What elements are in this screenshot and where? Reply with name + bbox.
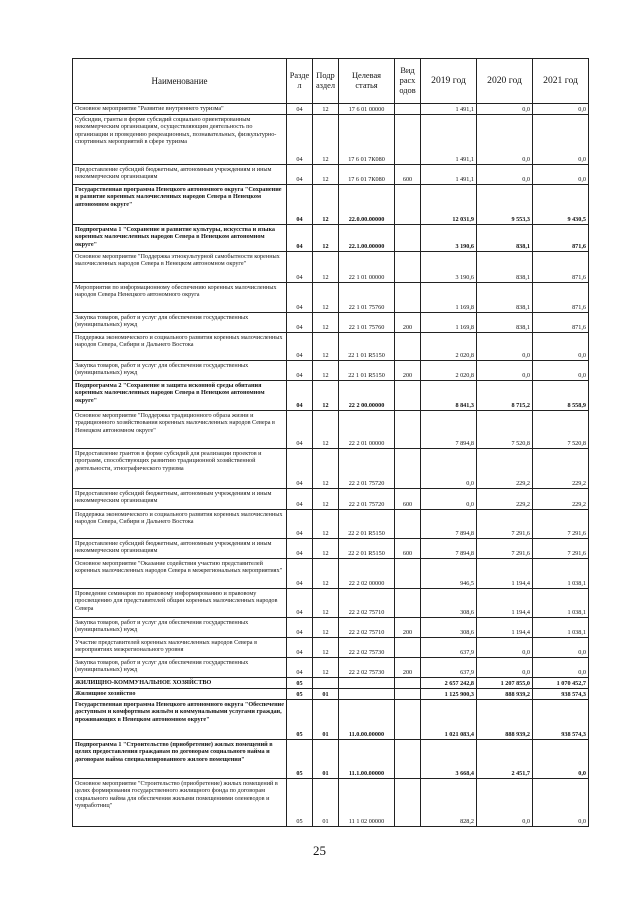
table-row: [73, 115, 589, 165]
row-vid: [395, 779, 421, 827]
row-2020: 7 291,6: [477, 539, 533, 559]
row-name: Предоставление грантов в форме субсидий для реализации проектов и программ, способствующих развитию традиционной хозяйственной деятельности, этнографического туризма: [73, 449, 287, 489]
row-2019: 946,5: [421, 559, 477, 589]
row-podrazdel: 12: [313, 252, 339, 283]
row-target: 22 1 01 00000: [339, 252, 395, 283]
row-2021: 9 430,5: [533, 185, 589, 225]
row-razdel: 04: [287, 104, 313, 115]
row-target: 22 2 02 75710: [339, 618, 395, 638]
row-2020: 838,1: [477, 252, 533, 283]
row-2019: 3 190,6: [421, 252, 477, 283]
row-razdel: 04: [287, 658, 313, 678]
row-target: 22 2 01 00000: [339, 411, 395, 449]
row-podrazdel: 01: [313, 779, 339, 827]
row-razdel: 04: [287, 283, 313, 313]
row-razdel: 04: [287, 333, 313, 361]
row-name: Основное мероприятие "Развитие внутреннего туризма": [73, 104, 287, 115]
row-vid: [395, 678, 421, 689]
row-name: Предоставление субсидий бюджетным, автономным учреждениям и иным некоммерческим организациям: [73, 489, 287, 510]
row-name: Основное мероприятие "Оказание содействия участию представителей коренных малочисленных народов Севера в межрегиональных мероприятиях": [73, 559, 287, 589]
page-number: 25: [313, 843, 326, 858]
table-row: [73, 333, 589, 361]
table-row: [73, 104, 589, 115]
row-podrazdel: [313, 678, 339, 689]
header-2020: 2020 год: [477, 59, 533, 104]
table-row: [73, 252, 589, 283]
row-2020: 0,0: [477, 658, 533, 678]
row-2019: 3 190,6: [421, 225, 477, 252]
row-razdel: 04: [287, 185, 313, 225]
row-razdel: 05: [287, 689, 313, 700]
row-target: [339, 678, 395, 689]
row-name: Подпрограмма 2 "Сохранение и защита исконной среды обитания коренных малочисленных народов Севера в Ненецком автономном округе": [73, 381, 287, 411]
row-razdel: 04: [287, 589, 313, 618]
row-name: Проведение семинаров по правовому информированию и правовому просвещению для представителей общин коренных малочисленных народов Севера: [73, 589, 287, 618]
row-vid: 200: [395, 658, 421, 678]
row-name: Закупка товаров, работ и услуг для обеспечения государственных (муниципальных) нужд: [73, 313, 287, 333]
row-razdel: 04: [287, 313, 313, 333]
row-2021: 871,6: [533, 225, 589, 252]
row-2020: 0,0: [477, 779, 533, 827]
row-2019: 2 657 242,8: [421, 678, 477, 689]
row-vid: 200: [395, 618, 421, 638]
table-row: [73, 539, 589, 559]
row-vid: [395, 104, 421, 115]
row-2019: 1 491,1: [421, 104, 477, 115]
row-vid: [395, 638, 421, 658]
row-2021: 0,0: [533, 361, 589, 381]
table-row: [73, 381, 589, 411]
row-podrazdel: 12: [313, 638, 339, 658]
row-2019: 12 031,9: [421, 185, 477, 225]
row-2019: 3 668,4: [421, 740, 477, 779]
header-name: Наименование: [73, 59, 287, 104]
row-podrazdel: 12: [313, 658, 339, 678]
row-2021: 871,6: [533, 313, 589, 333]
row-razdel: 05: [287, 779, 313, 827]
row-name: Участие представителей коренных малочисленных народов Севера в мероприятиях межрегионального уровня: [73, 638, 287, 658]
row-2019: 2 020,8: [421, 361, 477, 381]
row-target: 22.0.00.00000: [339, 185, 395, 225]
table-row: [73, 185, 589, 225]
row-2020: 7 520,8: [477, 411, 533, 449]
row-razdel: 04: [287, 115, 313, 165]
row-podrazdel: 12: [313, 313, 339, 333]
table-header-row: [73, 59, 589, 104]
row-vid: 600: [395, 165, 421, 185]
table-row: [73, 449, 589, 489]
row-2020: 888 939,2: [477, 700, 533, 740]
row-vid: [395, 411, 421, 449]
row-podrazdel: 12: [313, 411, 339, 449]
row-name: Закупка товаров, работ и услуг для обеспечения государственных (муниципальных) нужд: [73, 618, 287, 638]
row-2021: 0,0: [533, 740, 589, 779]
row-2021: 8 558,9: [533, 381, 589, 411]
budget-table: [72, 58, 589, 827]
row-podrazdel: 12: [313, 381, 339, 411]
row-name: Подпрограмма 1 "Строительство (приобретение) жилых помещений в целях предоставления гражданам по договорам социального найма и договорам найма специализированного жилого помещения": [73, 740, 287, 779]
row-target: 22 2 02 75710: [339, 589, 395, 618]
row-2021: 1 038,1: [533, 559, 589, 589]
row-name: Подпрограмма 1 "Сохранение и развитие культуры, искусства и языка коренных малочисленных народов Севера в Ненецком автономном округе": [73, 225, 287, 252]
row-vid: [395, 185, 421, 225]
row-podrazdel: 12: [313, 361, 339, 381]
row-2020: 7 291,6: [477, 510, 533, 539]
row-2019: 1 169,8: [421, 283, 477, 313]
row-2019: 308,6: [421, 589, 477, 618]
row-name: Субсидии, гранты в форме субсидий социально ориентированным некоммерческим организациям, осуществляющим деятельность по организации и проведению рекреационных, познавательных, физкультурно-спортивных мероприятий в сфере туризма: [73, 115, 287, 165]
row-target: 22 2 02 75730: [339, 658, 395, 678]
row-razdel: 05: [287, 700, 313, 740]
row-2020: 0,0: [477, 104, 533, 115]
row-podrazdel: 12: [313, 185, 339, 225]
row-name: Государственная программа Ненецкого автономного округа "Сохранение и развитие коренных малочисленных народов Севера в Ненецком автономном округе": [73, 185, 287, 225]
row-2019: 637,9: [421, 658, 477, 678]
row-razdel: 04: [287, 510, 313, 539]
row-2019: 828,2: [421, 779, 477, 827]
row-2021: 229,2: [533, 489, 589, 510]
table-row: [73, 740, 589, 779]
row-podrazdel: 12: [313, 618, 339, 638]
row-target: 11 1 02 00000: [339, 779, 395, 827]
row-razdel: 04: [287, 252, 313, 283]
row-target: 22 2 00.00000: [339, 381, 395, 411]
row-podrazdel: 12: [313, 589, 339, 618]
row-2019: 1 491,1: [421, 165, 477, 185]
row-razdel: 04: [287, 449, 313, 489]
header-2021: 2021 год: [533, 59, 589, 104]
row-razdel: 04: [287, 638, 313, 658]
row-podrazdel: 12: [313, 449, 339, 489]
row-name: Основное мероприятие "Строительство (приобретение) жилых помещений в целях формирования государственного жилищного фонда по договорам социального найма для обеспечения жилыми помещениями оленеводов и чумработниц": [73, 779, 287, 827]
row-vid: 600: [395, 489, 421, 510]
row-podrazdel: 12: [313, 510, 339, 539]
table-row: [73, 689, 589, 700]
row-2021: 1 070 452,7: [533, 678, 589, 689]
row-razdel: 04: [287, 165, 313, 185]
row-vid: [395, 510, 421, 539]
row-vid: 600: [395, 539, 421, 559]
row-2019: 0,0: [421, 449, 477, 489]
row-2019: 0,0: [421, 489, 477, 510]
row-2020: 0,0: [477, 115, 533, 165]
table-row: [73, 589, 589, 618]
header-2019: 2019 год: [421, 59, 477, 104]
row-razdel: 04: [287, 361, 313, 381]
table-row: [73, 225, 589, 252]
row-name: Жилищное хозяйство: [73, 689, 287, 700]
row-podrazdel: 12: [313, 165, 339, 185]
row-2019: 7 894,8: [421, 411, 477, 449]
row-vid: [395, 333, 421, 361]
row-2021: 871,6: [533, 252, 589, 283]
row-2019: 1 169,8: [421, 313, 477, 333]
row-name: ЖИЛИЩНО-КОММУНАЛЬНОЕ ХОЗЯЙСТВО: [73, 678, 287, 689]
row-target: 22 2 02 75730: [339, 638, 395, 658]
row-target: 11.1.00.00000: [339, 740, 395, 779]
table-row: [73, 658, 589, 678]
row-2019: 1 491,1: [421, 115, 477, 165]
row-target: 17 6 01 7К080: [339, 165, 395, 185]
row-podrazdel: 12: [313, 283, 339, 313]
row-razdel: 04: [287, 559, 313, 589]
row-2020: 888 939,2: [477, 689, 533, 700]
row-2020: 1 194,4: [477, 589, 533, 618]
row-2019: 1 021 083,4: [421, 700, 477, 740]
row-2021: 938 574,3: [533, 689, 589, 700]
row-name: Закупка товаров, работ и услуг для обеспечения государственных (муниципальных) нужд: [73, 658, 287, 678]
row-name: Закупка товаров, работ и услуг для обеспечения государственных (муниципальных) нужд: [73, 361, 287, 381]
row-2020: 838,1: [477, 283, 533, 313]
table-row: [73, 618, 589, 638]
row-2020: 0,0: [477, 361, 533, 381]
row-name: Предоставление субсидий бюджетным, автономным учреждениям и иным некоммерческим организациям: [73, 165, 287, 185]
row-2020: 0,0: [477, 165, 533, 185]
row-vid: [395, 381, 421, 411]
row-2021: 938 574,3: [533, 700, 589, 740]
row-vid: 200: [395, 313, 421, 333]
row-podrazdel: 12: [313, 539, 339, 559]
row-2020: 2 451,7: [477, 740, 533, 779]
row-2021: 1 038,1: [533, 589, 589, 618]
row-target: 22 1 01 R5150: [339, 361, 395, 381]
row-target: 11.0.00.00000: [339, 700, 395, 740]
row-vid: [395, 559, 421, 589]
table-row: [73, 678, 589, 689]
row-2020: 8 715,2: [477, 381, 533, 411]
table-row: [73, 779, 589, 827]
row-podrazdel: 12: [313, 333, 339, 361]
row-name: Поддержка экономического и социального развития коренных малочисленных народов Севера, Сибири и Дальнего Востока: [73, 333, 287, 361]
row-vid: [395, 700, 421, 740]
row-podrazdel: 12: [313, 115, 339, 165]
row-2019: 7 894,8: [421, 510, 477, 539]
row-2021: 7 291,6: [533, 510, 589, 539]
row-2021: 229,2: [533, 449, 589, 489]
row-vid: 200: [395, 361, 421, 381]
row-vid: [395, 283, 421, 313]
row-2021: 0,0: [533, 333, 589, 361]
row-2020: 0,0: [477, 638, 533, 658]
row-razdel: 05: [287, 740, 313, 779]
row-podrazdel: 01: [313, 740, 339, 779]
row-vid: [395, 449, 421, 489]
row-2021: 0,0: [533, 658, 589, 678]
row-2020: 1 207 855,0: [477, 678, 533, 689]
row-2021: 0,0: [533, 104, 589, 115]
row-target: 22.1.00.00000: [339, 225, 395, 252]
row-razdel: 05: [287, 678, 313, 689]
header-razdel: Разде л: [287, 59, 313, 104]
row-target: [339, 689, 395, 700]
row-2021: 0,0: [533, 638, 589, 658]
row-razdel: 04: [287, 225, 313, 252]
row-vid: [395, 225, 421, 252]
row-target: 17 6 01 7К080: [339, 115, 395, 165]
row-2020: 9 553,3: [477, 185, 533, 225]
row-2021: 7 520,8: [533, 411, 589, 449]
table-row: [73, 411, 589, 449]
row-vid: [395, 252, 421, 283]
row-2021: 871,6: [533, 283, 589, 313]
table-row: [73, 510, 589, 539]
row-podrazdel: 12: [313, 489, 339, 510]
row-name: Поддержка экономического и социального развития коренных малочисленных народов Севера, Сибири и Дальнего Востока: [73, 510, 287, 539]
header-vid: Вид расх одов: [395, 59, 421, 104]
row-2021: 0,0: [533, 165, 589, 185]
row-name: Основное мероприятие "Поддержка этнокультурной самобытности коренных малочисленных народов Севера в Ненецком автономном округе": [73, 252, 287, 283]
row-name: Мероприятия по информационному обеспечению коренных малочисленных народов Севера Ненецкого автономного округа: [73, 283, 287, 313]
row-2019: 2 020,8: [421, 333, 477, 361]
row-2021: 1 038,1: [533, 618, 589, 638]
row-razdel: 04: [287, 618, 313, 638]
table-row: [73, 638, 589, 658]
table-row: [73, 313, 589, 333]
row-razdel: 04: [287, 411, 313, 449]
row-target: 22 2 02 00000: [339, 559, 395, 589]
row-vid: [395, 740, 421, 779]
row-target: 22 1 01 R5150: [339, 333, 395, 361]
table-row: [73, 361, 589, 381]
row-2020: 838,1: [477, 225, 533, 252]
row-razdel: 04: [287, 489, 313, 510]
row-podrazdel: 12: [313, 559, 339, 589]
row-2020: 229,2: [477, 489, 533, 510]
row-target: 22 1 01 75760: [339, 283, 395, 313]
table-row: [73, 165, 589, 185]
row-2021: 7 291,6: [533, 539, 589, 559]
header-target: Целевая статья: [339, 59, 395, 104]
header-podrazdel: Подр аздел: [313, 59, 339, 104]
row-target: 22 2 01 R5150: [339, 510, 395, 539]
table-row: [73, 700, 589, 740]
row-vid: [395, 589, 421, 618]
row-name: Предоставление субсидий бюджетным, автономным учреждениям и иным некоммерческим организациям: [73, 539, 287, 559]
row-2019: 637,9: [421, 638, 477, 658]
row-2020: 229,2: [477, 449, 533, 489]
row-razdel: 04: [287, 381, 313, 411]
row-vid: [395, 689, 421, 700]
row-2020: 838,1: [477, 313, 533, 333]
row-2019: 1 125 900,3: [421, 689, 477, 700]
row-name: Основное мероприятие "Поддержка традиционного образа жизни и традиционного хозяйствования коренных малочисленных народов Севера в Ненецком автономном округе": [73, 411, 287, 449]
row-2019: 7 894,8: [421, 539, 477, 559]
row-name: Государственная программа Ненецкого автономного округа "Обеспечение доступным и комфортным жильём и коммунальными услугами граждан, проживающих в Ненецком автономном округе": [73, 700, 287, 740]
table-row: [73, 489, 589, 510]
row-podrazdel: 01: [313, 689, 339, 700]
row-podrazdel: 01: [313, 700, 339, 740]
table-row: [73, 283, 589, 313]
row-vid: [395, 115, 421, 165]
row-2020: 0,0: [477, 333, 533, 361]
row-razdel: 04: [287, 539, 313, 559]
row-2021: 0,0: [533, 115, 589, 165]
row-2020: 1 194,4: [477, 559, 533, 589]
row-2019: 308,6: [421, 618, 477, 638]
row-target: 22 2 01 75720: [339, 489, 395, 510]
row-target: 22 2 01 R5150: [339, 539, 395, 559]
table-row: [73, 559, 589, 589]
table-body: [73, 104, 589, 827]
row-2019: 8 841,3: [421, 381, 477, 411]
row-2020: 1 194,4: [477, 618, 533, 638]
row-target: 17 6 01 00000: [339, 104, 395, 115]
row-podrazdel: 12: [313, 225, 339, 252]
row-target: 22 1 01 75760: [339, 313, 395, 333]
row-podrazdel: 12: [313, 104, 339, 115]
row-2021: 0,0: [533, 779, 589, 827]
row-target: 22 2 01 75720: [339, 449, 395, 489]
